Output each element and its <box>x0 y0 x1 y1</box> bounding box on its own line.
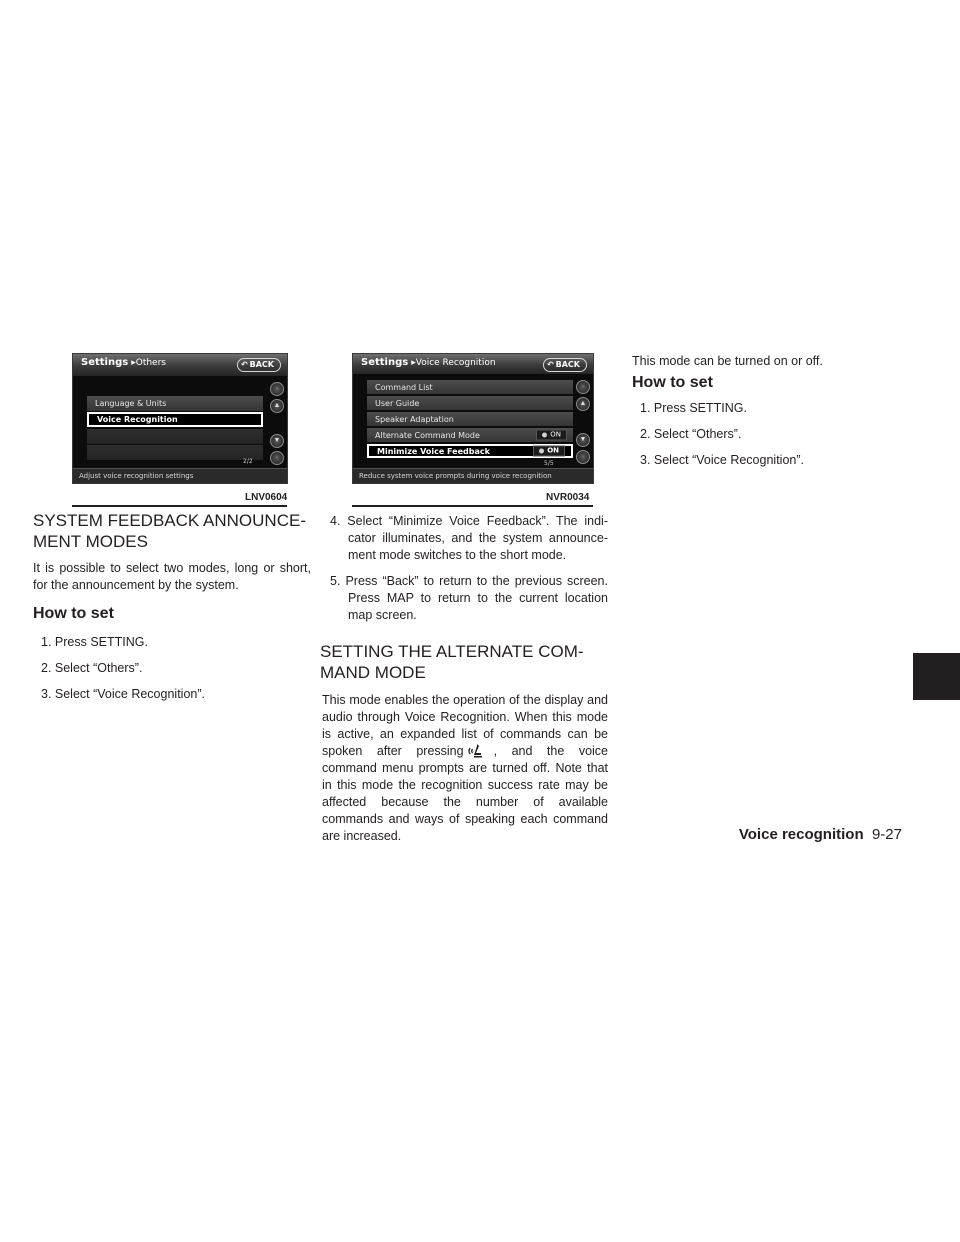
page-number: 9-27 <box>871 826 902 843</box>
scroll-controls <box>576 379 590 469</box>
list-item: 4. Select “Minimize Voice Feedback”. The indi- cator illuminates, and the system announce- ment mode switches to the short mode. <box>330 514 608 562</box>
list-item-minimize-voice-feedback[interactable] <box>367 444 573 458</box>
toggle-indicator: ON <box>536 430 567 441</box>
page-indicator: 5/5 <box>544 460 554 467</box>
indicator-light-icon <box>542 433 547 438</box>
column-2 <box>322 513 608 845</box>
page-indicator: 2/2 <box>243 458 253 465</box>
list-item: 1. Press SETTING. <box>640 401 747 415</box>
list-item-empty <box>87 445 263 460</box>
subsection-heading: How to set <box>33 605 114 622</box>
list-item: 3. Select “Voice Recognition”. <box>640 453 804 467</box>
status-bar: Reduce system voice prompts during voice recognition <box>353 468 593 483</box>
screenshot-settings-others <box>72 353 288 484</box>
indicator-light-icon <box>539 449 544 454</box>
talk-switch-icon <box>468 744 484 758</box>
screen-header <box>353 354 593 374</box>
list-item-speaker-adaptation[interactable]: Speaker Adaptation <box>367 412 573 426</box>
list-item: 2. Select “Others”. <box>640 427 742 441</box>
column-3 <box>632 353 902 469</box>
scroll-top-icon[interactable]: · <box>270 382 284 396</box>
subsection-heading: How to set <box>632 374 713 391</box>
status-bar: Adjust voice recognition settings <box>73 468 287 483</box>
column-1 <box>33 510 311 703</box>
figure-rule <box>352 505 593 507</box>
figure-code: LNV0604 <box>245 492 288 503</box>
step-list <box>632 400 902 469</box>
figure-code: NVR0034 <box>546 492 590 503</box>
screen-header <box>73 354 287 376</box>
back-button[interactable]: ↶ BACK <box>237 358 281 372</box>
list-item-user-guide[interactable]: User Guide <box>367 396 573 410</box>
list-item-alternate-command-mode[interactable] <box>367 428 573 442</box>
row-label: Alternate Command Mode <box>375 430 480 440</box>
step-list <box>33 634 311 703</box>
scroll-down-icon[interactable]: ▼ <box>270 434 284 448</box>
chapter-tab <box>913 653 960 700</box>
back-button[interactable]: ↶ BACK <box>543 358 587 372</box>
list-item-command-list[interactable]: Command List <box>367 380 573 394</box>
screenshot-settings-voice-recognition <box>352 353 594 484</box>
back-arrow-icon: ↶ <box>240 360 248 369</box>
figure-rule <box>72 505 287 507</box>
settings-list <box>367 379 573 469</box>
screen-title: Settings ▸Others <box>81 357 166 368</box>
step-list <box>322 513 608 624</box>
scroll-top-icon[interactable]: · <box>576 380 590 394</box>
section-body: This mode enables the operation of the display and audio through Voice Recognition. When this mode is active, an expanded list of commands can be spoken after pressing , and the voice command menu prompts are turned off. Note that in this mode the recognition success rate may be affected because the number of available commands and ways of speaking each command are increased. <box>322 693 609 843</box>
screen-title: Settings ▸Voice Recognition <box>361 357 496 368</box>
footer-section: Voice recognition <box>738 826 864 843</box>
scroll-up-icon[interactable]: ▲ <box>576 397 590 411</box>
scroll-bottom-icon[interactable]: · <box>576 450 590 464</box>
back-arrow-icon: ↶ <box>546 360 554 369</box>
scroll-bottom-icon[interactable]: · <box>270 451 284 465</box>
toggle-indicator: ON <box>533 446 565 457</box>
scroll-up-icon[interactable]: ▲ <box>270 399 284 413</box>
section-heading: SETTING THE ALTERNATE COM- MAND MODE <box>320 642 584 682</box>
list-item: 3. Select “Voice Recognition”. <box>41 687 205 701</box>
scroll-down-icon[interactable]: ▼ <box>576 433 590 447</box>
section-intro: It is possible to select two modes, long or short, for the announcement by the system. <box>33 561 311 592</box>
section-intro: This mode can be turned on or off. <box>632 354 823 368</box>
list-item: 2. Select “Others”. <box>41 661 143 675</box>
list-item-empty <box>87 429 263 444</box>
scroll-controls <box>270 380 284 466</box>
settings-list <box>87 380 263 466</box>
section-heading: SYSTEM FEEDBACK ANNOUNCE- MENT MODES <box>33 511 306 551</box>
list-item: 5. Press “Back” to return to the previous screen. Press MAP to return to the current location map screen. <box>330 574 608 622</box>
list-item-language-units[interactable]: Language & Units <box>87 396 263 411</box>
list-item: 1. Press SETTING. <box>41 635 148 649</box>
row-label: Minimize Voice Feedback <box>377 446 490 456</box>
page-footer <box>739 826 902 843</box>
list-item-voice-recognition[interactable]: Voice Recognition <box>87 412 263 427</box>
